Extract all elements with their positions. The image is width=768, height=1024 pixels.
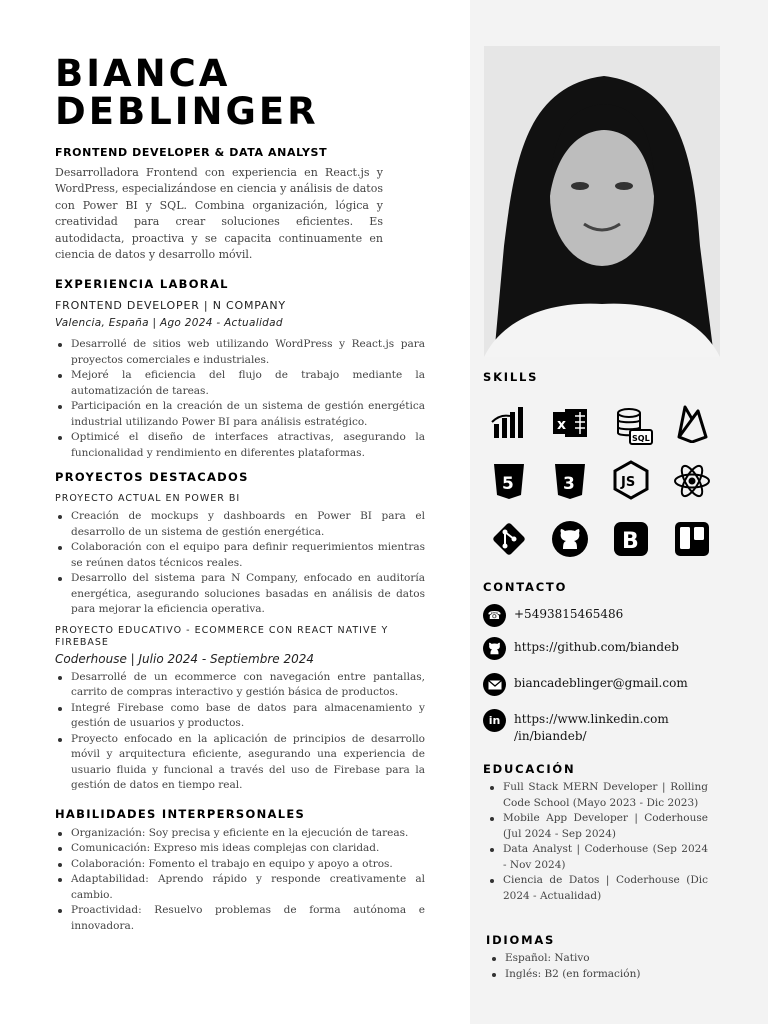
github-icon bbox=[548, 517, 592, 561]
linkedin-link[interactable]: https://www.linkedin.com /in/biandeb/ bbox=[514, 712, 669, 743]
contact-phone[interactable] bbox=[483, 604, 704, 627]
list-item: Participación en la creación de un sistema de gestión energética industrial utilizando Power BI para análisis estratégico. bbox=[55, 399, 425, 430]
list-item: Desarrollé de sitios web utilizando WordPress y React.js para proyectos comerciales e industriales. bbox=[55, 337, 425, 368]
contact-email[interactable] bbox=[483, 673, 704, 696]
languages-heading: IDIOMAS bbox=[486, 933, 556, 947]
language-item: Inglés: B2 (en formación) bbox=[486, 967, 710, 983]
project-list bbox=[55, 670, 425, 794]
languages-list bbox=[486, 951, 710, 982]
education-item: Mobile App Developer | Coderhouse (Jul 2024 - Sep 2024) bbox=[484, 811, 708, 842]
profile-summary: Desarrolladora Frontend con experiencia en React.js y WordPress, especializándose en ciencia y análisis de datos con Power BI y SQL. Combina organización, lógica y creatividad para crear soluciones eficientes. Es autodidacta, proactiva y se capacita continuamente en ciencia de datos y desarrollo móvil. bbox=[55, 166, 383, 262]
job-title: FRONTEND DEVELOPER | N COMPANY bbox=[55, 299, 286, 313]
git-icon bbox=[487, 517, 531, 561]
phone-icon: ☎ bbox=[483, 604, 506, 627]
list-item: Desarrollé de un ecommerce con navegación entre pantallas, carrito de compras interactivo y gestión básica de productos. bbox=[55, 670, 425, 701]
svg-text:JS: JS bbox=[621, 475, 636, 490]
sql-icon bbox=[612, 404, 656, 448]
bootstrap-icon bbox=[609, 517, 653, 561]
list-item: Proyecto enfocado en la aplicación de principios de desarrollo móvil y arquitectura eficiente, asegurando una experiencia de usuario fluida y funcional a través del uso de Firebase para la gestión de datos en tiempo real. bbox=[55, 732, 425, 794]
list-item: Colaboración con el equipo para definir requerimientos mientras se reúnen datos técnicos reales. bbox=[55, 540, 425, 571]
firebase-icon bbox=[670, 401, 714, 445]
education-item: Full Stack MERN Developer | Rolling Code School (Mayo 2023 - Dic 2023) bbox=[484, 780, 708, 811]
css3-icon bbox=[548, 459, 592, 503]
svg-text:x: x bbox=[557, 417, 567, 433]
github-icon bbox=[483, 637, 506, 660]
svg-text:5: 5 bbox=[502, 474, 514, 494]
email-icon bbox=[483, 673, 506, 696]
svg-text:B: B bbox=[622, 529, 639, 554]
list-item: Comunicación: Expreso mis ideas complejas con claridad. bbox=[55, 841, 425, 857]
list-item: Integré Firebase como base de datos para almacenamiento y gestión de usuarios y productos. bbox=[55, 701, 425, 732]
powerbi-icon bbox=[487, 401, 531, 445]
profile-photo bbox=[484, 46, 720, 357]
list-item: Desarrollo del sistema para N Company, enfocado en auditoría energética, asegurando soluciones basadas en análisis de datos para mejorar la eficiencia operativa. bbox=[55, 571, 425, 618]
project-list bbox=[55, 509, 425, 618]
contact-heading: CONTACTO bbox=[483, 580, 568, 594]
name-last: DEBLINGER bbox=[55, 90, 319, 133]
react-icon bbox=[670, 459, 714, 503]
job-place: Valencia, España | Ago 2024 - Actualidad bbox=[55, 317, 283, 330]
language-item: Español: Nativo bbox=[486, 951, 710, 967]
linkedin-icon: in bbox=[483, 709, 506, 732]
soft-skills-heading: HABILIDADES INTERPERSONALES bbox=[55, 806, 306, 821]
contact-linkedin[interactable] bbox=[483, 709, 689, 745]
education-heading: EDUCACIÓN bbox=[483, 762, 576, 776]
nodejs-icon bbox=[609, 458, 653, 502]
html5-icon bbox=[487, 459, 531, 503]
project-title: PROYECTO EDUCATIVO - ECOMMERCE CON REACT NATIVE Y FIREBASE bbox=[55, 624, 389, 648]
list-item: Optimicé el diseño de interfaces atractivas, asegurando la funcionalidad y rendimiento en diferentes plataformas. bbox=[55, 430, 425, 461]
svg-text:3: 3 bbox=[563, 474, 575, 494]
contact-github[interactable] bbox=[483, 637, 704, 660]
svg-text:SQL: SQL bbox=[632, 434, 650, 443]
list-item: Mejoré la eficiencia del flujo de trabajo mediante la automatización de tareas. bbox=[55, 368, 425, 399]
soft-skills-list bbox=[55, 826, 425, 935]
phone-text: +5493815465486 bbox=[514, 607, 624, 621]
github-link[interactable]: https://github.com/biandeb bbox=[514, 640, 679, 654]
experience-heading: EXPERIENCIA LABORAL bbox=[55, 277, 229, 292]
list-item: Proactividad: Resuelvo problemas de forma autónoma e innovadora. bbox=[55, 903, 425, 934]
role-title: FRONTEND DEVELOPER & DATA ANALYST bbox=[55, 146, 328, 159]
excel-icon bbox=[548, 401, 592, 445]
name-first: BIANCA bbox=[55, 52, 231, 95]
list-item: Colaboración: Fomento el trabajo en equipo y apoyo a otros. bbox=[55, 857, 425, 873]
skills-heading: SKILLS bbox=[483, 370, 539, 384]
education-list bbox=[484, 780, 708, 904]
email-link[interactable]: biancadeblinger@gmail.com bbox=[514, 676, 688, 690]
list-item: Organización: Soy precisa y eficiente en la ejecución de tareas. bbox=[55, 826, 425, 842]
education-item: Ciencia de Datos | Coderhouse (Dic 2024 - Actualidad) bbox=[484, 873, 708, 904]
list-item: Adaptabilidad: Aprendo rápido y responde creativamente al cambio. bbox=[55, 872, 425, 903]
experience-list bbox=[55, 337, 425, 461]
trello-icon bbox=[670, 517, 714, 561]
main-column bbox=[55, 52, 425, 934]
project-title: PROYECTO ACTUAL EN POWER BI bbox=[55, 493, 241, 505]
education-item: Data Analyst | Coderhouse (Sep 2024 - Nov 2024) bbox=[484, 842, 708, 873]
project-subtitle: Coderhouse | Julio 2024 - Septiembre 2024 bbox=[55, 651, 314, 666]
projects-heading: PROYECTOS DESTACADOS bbox=[55, 470, 249, 485]
list-item: Creación de mockups y dashboards en Power BI para el desarrollo de un sistema de gestión energética. bbox=[55, 509, 425, 540]
